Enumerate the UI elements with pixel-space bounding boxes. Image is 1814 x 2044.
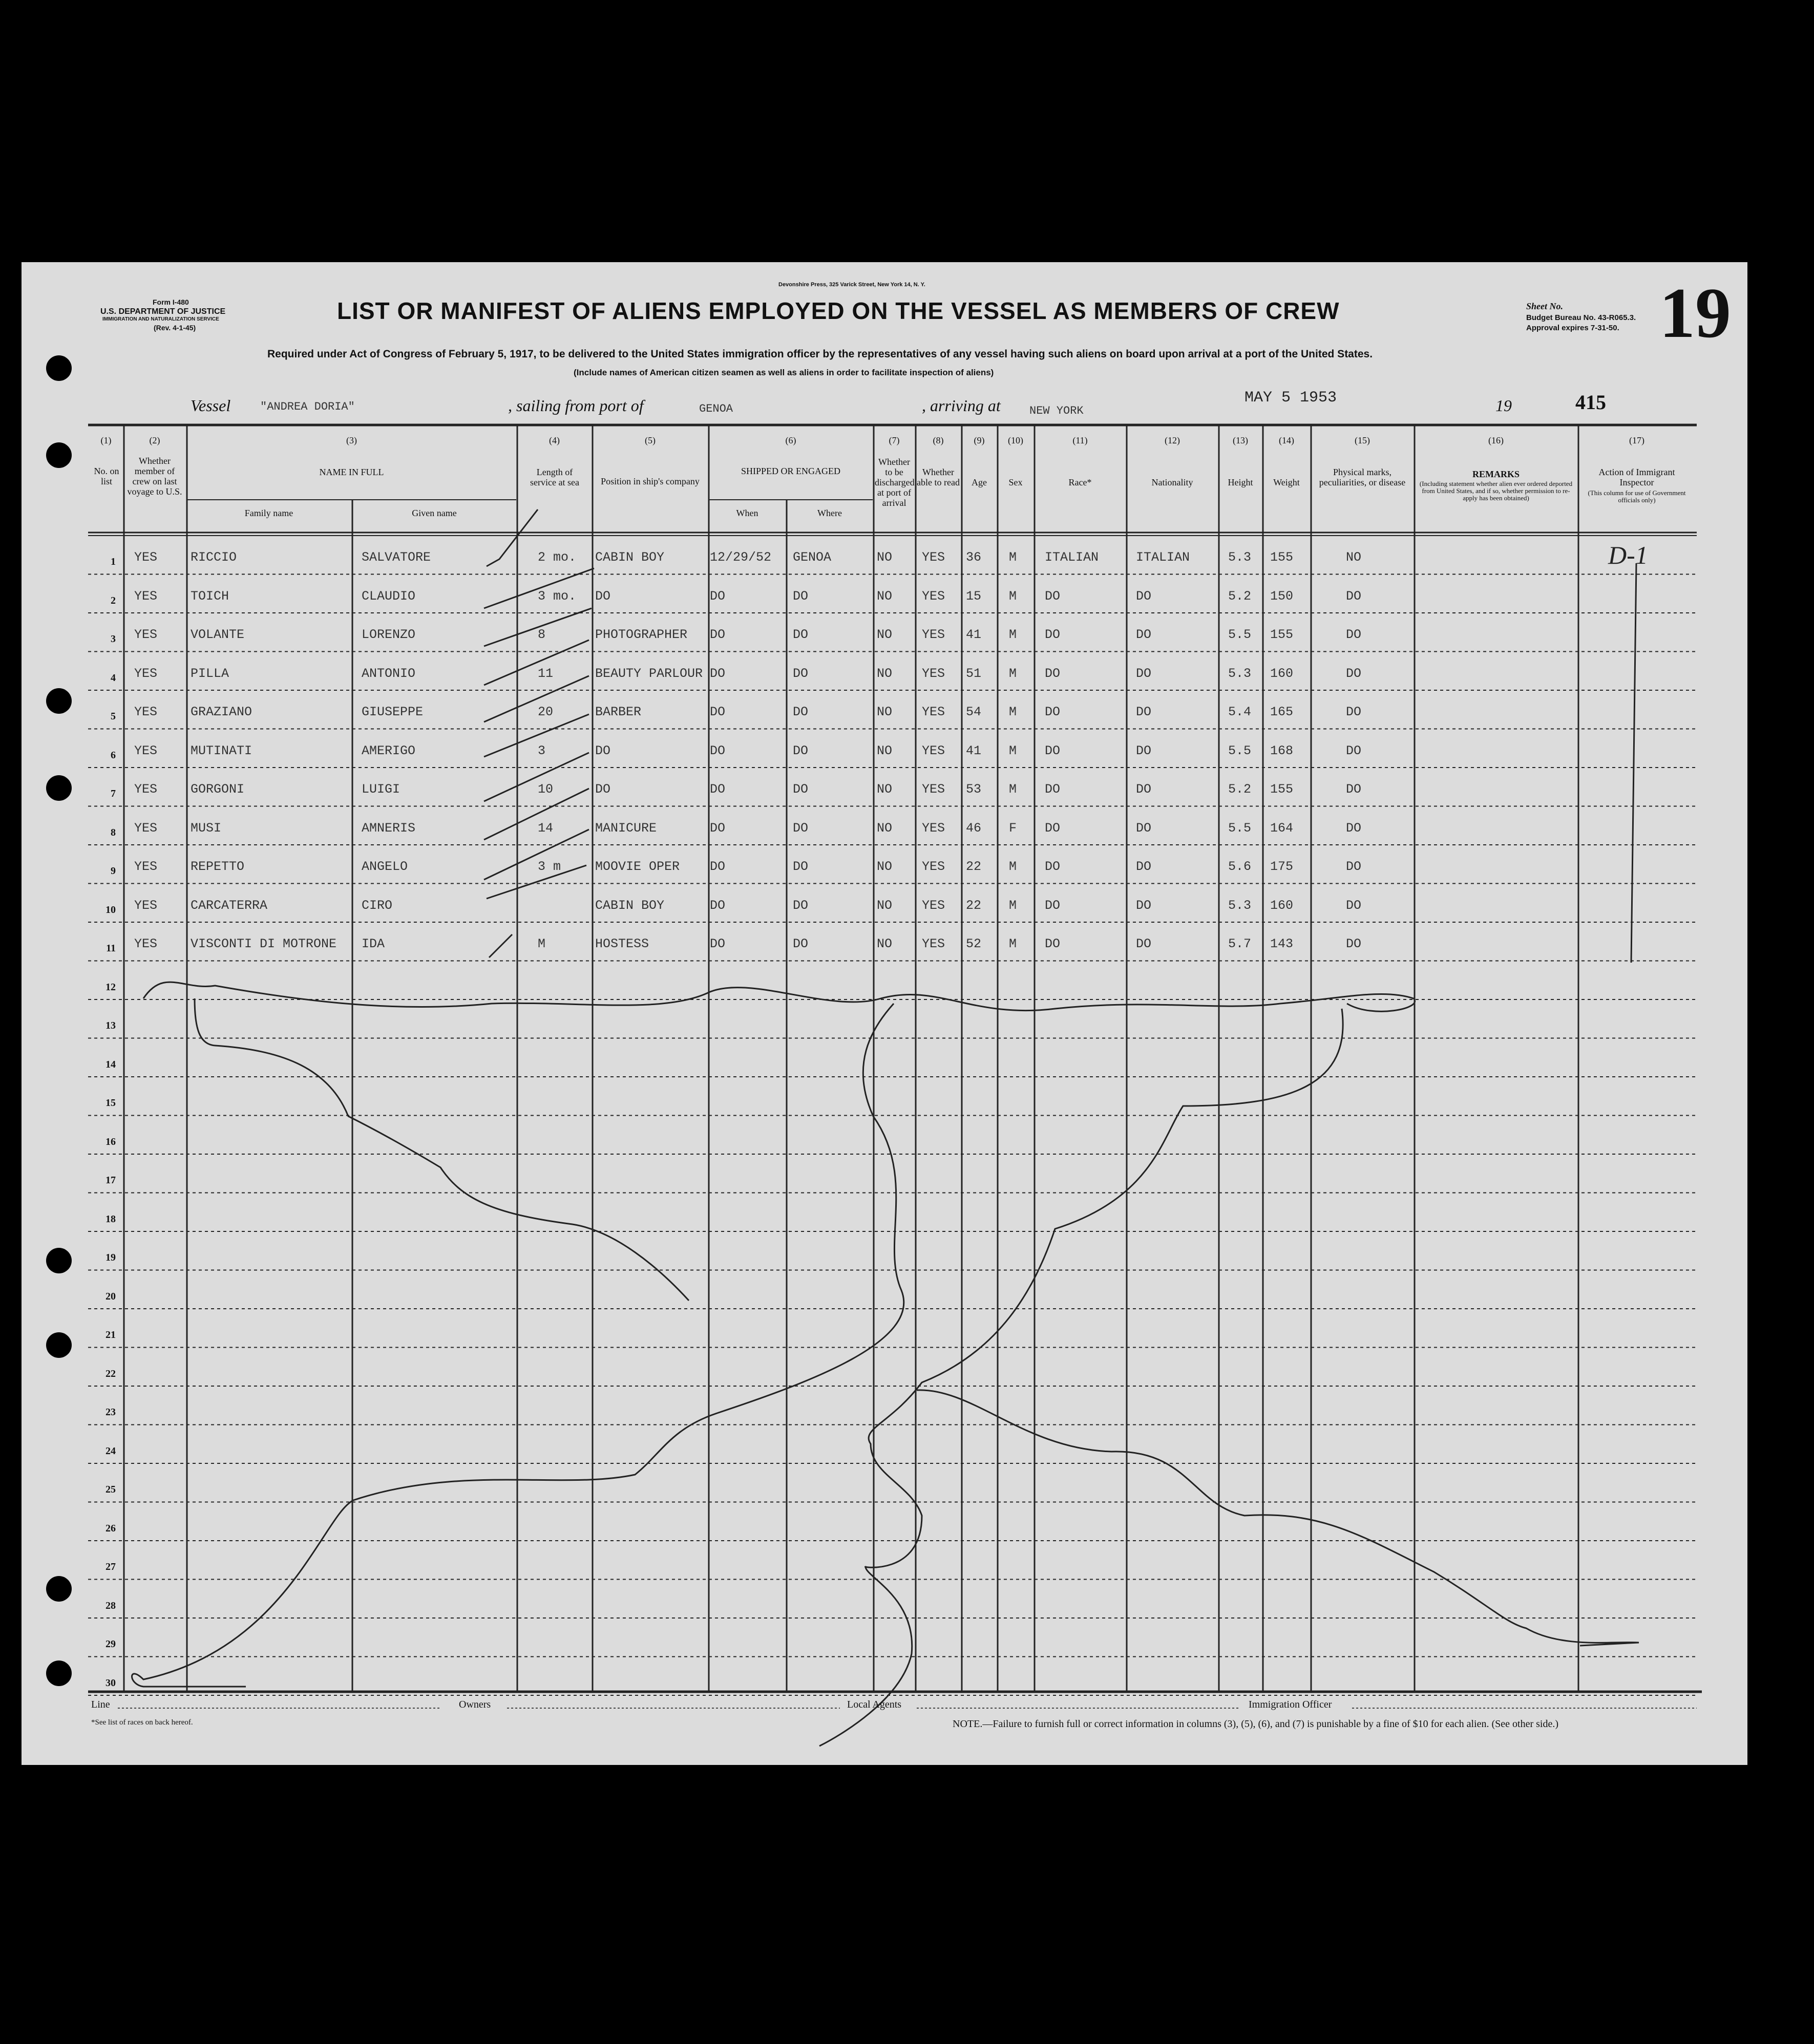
nationality: DO: [1136, 782, 1152, 797]
vessel-name: "ANDREA DORIA": [260, 400, 355, 413]
prev-voyage: YES: [134, 859, 158, 874]
position: BARBER: [595, 705, 642, 719]
age: 22: [966, 898, 982, 913]
col-13-label: Height: [1228, 477, 1253, 487]
age: 52: [966, 936, 982, 951]
shipped-when: DO: [710, 782, 726, 797]
length-of-service: 3: [538, 743, 546, 758]
col-3-given: Given name: [412, 508, 457, 518]
penalty-note: NOTE.—Failure to furnish full or correct information in columns (3), (5), (6), and (7) is punishable by a fine of $10 for each alien. (See other side.): [953, 1718, 1558, 1730]
row-number: 28: [106, 1600, 116, 1611]
race: DO: [1045, 743, 1061, 758]
prev-voyage: YES: [134, 627, 158, 642]
sailing-label: , sailing from port of: [508, 396, 644, 415]
col-3-family: Family name: [244, 508, 293, 518]
sex: M: [1009, 898, 1017, 913]
subtitle: Required under Act of Congress of February 5, 1917, to be delivered to the United States immigration officer by the representatives of any vessel having such aliens on board upon arrival at a port of the United States.: [267, 348, 1373, 360]
page-title: LIST OR MANIFEST OF ALIENS EMPLOYED ON THE VESSEL AS MEMBERS OF CREW: [337, 297, 1340, 324]
age: 15: [966, 588, 982, 604]
family-name: MUTINATI: [191, 743, 252, 758]
discharged: NO: [877, 666, 893, 681]
given-name: GIUSEPPE: [362, 705, 424, 719]
col-4-label: Length of service at sea: [530, 467, 579, 487]
col-6-where: Where: [817, 508, 842, 518]
given-name: AMNERIS: [362, 820, 416, 836]
race: DO: [1045, 820, 1061, 836]
row-number: 20: [106, 1290, 116, 1302]
length-of-service: 2 mo.: [538, 550, 577, 565]
weight: 160: [1270, 666, 1294, 681]
age: 53: [966, 782, 982, 797]
age: 41: [966, 627, 982, 642]
able-to-read: YES: [922, 550, 945, 565]
race: DO: [1045, 782, 1061, 797]
position: BEAUTY PARLOUR: [595, 666, 703, 681]
list-number: 415: [1575, 391, 1606, 414]
given-name: CIRO: [362, 898, 393, 913]
given-name: CLAUDIO: [362, 588, 416, 604]
nationality: ITALIAN: [1136, 550, 1190, 565]
col-16-label: REMARKS: [1472, 469, 1520, 479]
row-number: 22: [106, 1368, 116, 1379]
row-number: 29: [106, 1638, 116, 1650]
race: DO: [1045, 666, 1061, 681]
approval: Approval expires 7-31-50.: [1526, 324, 1619, 332]
able-to-read: YES: [922, 859, 945, 874]
race: DO: [1045, 588, 1061, 604]
prev-voyage: YES: [134, 705, 158, 719]
arrival-date: MAY 5 1953: [1245, 389, 1337, 407]
col-14-num: (14): [1279, 435, 1294, 445]
given-name: SALVATORE: [362, 550, 431, 565]
given-name: ANGELO: [362, 859, 408, 874]
nationality: DO: [1136, 898, 1152, 913]
age: 22: [966, 859, 982, 874]
weight: 155: [1270, 550, 1294, 565]
row-number: 9: [111, 865, 116, 877]
prev-voyage: YES: [134, 666, 158, 681]
shipped-where: DO: [793, 898, 809, 913]
family-name: REPETTO: [191, 859, 245, 874]
row-number: 18: [106, 1213, 116, 1225]
col-9-num: (9): [974, 435, 985, 445]
shipped-where: DO: [793, 743, 809, 758]
prev-voyage: YES: [134, 782, 158, 797]
col-16-note: (Including statement whether alien ever ordered deported from United States, and if so, whether permission to re-apply has been obtained): [1419, 480, 1573, 502]
family-name: GRAZIANO: [191, 705, 252, 719]
age: 36: [966, 550, 982, 565]
budget-bureau: Budget Bureau No. 43-R065.3.: [1526, 313, 1636, 322]
shipped-when: DO: [710, 705, 726, 719]
race: DO: [1045, 627, 1061, 642]
able-to-read: YES: [922, 666, 945, 681]
sheet-number: 19: [1659, 273, 1731, 353]
position: CABIN BOY: [595, 550, 665, 565]
row-number: 19: [106, 1252, 116, 1263]
discharged: NO: [877, 550, 893, 565]
family-name: VOLANTE: [191, 627, 245, 642]
nationality: DO: [1136, 627, 1152, 642]
physical-marks: DO: [1346, 820, 1362, 836]
shipped-where: DO: [793, 820, 809, 836]
length-of-service: 3 mo.: [538, 588, 577, 604]
row-number: 25: [106, 1484, 116, 1495]
footer-line: Line: [91, 1699, 110, 1710]
races-note: *See list of races on back hereof.: [91, 1718, 193, 1727]
inspector-mark: D-1: [1608, 541, 1648, 569]
col-7-label: Whether to be discharged at port of arrival: [875, 457, 915, 508]
sex: M: [1009, 666, 1017, 681]
col-15-label: Physical marks, peculiarities, or disease: [1319, 467, 1406, 487]
col-14-label: Weight: [1273, 477, 1300, 487]
nationality: DO: [1136, 859, 1152, 874]
shipped-when: DO: [710, 859, 726, 874]
sheet-label: Sheet No.: [1526, 301, 1563, 311]
prev-voyage: YES: [134, 588, 158, 604]
age: 51: [966, 666, 982, 681]
row-number: 30: [106, 1677, 116, 1689]
prev-voyage: YES: [134, 550, 158, 565]
col-17-note: (This column for use of Government officials only): [1588, 489, 1686, 504]
row-number: 11: [106, 943, 116, 954]
col-6-num: (6): [785, 435, 796, 445]
height: 5.3: [1228, 666, 1252, 681]
discharged: NO: [877, 782, 893, 797]
nationality: DO: [1136, 666, 1152, 681]
shipped-where: DO: [793, 627, 809, 642]
row-number: 1: [111, 556, 116, 567]
arrival-port: NEW YORK: [1029, 404, 1084, 417]
position: PHOTOGRAPHER: [595, 627, 688, 642]
discharged: NO: [877, 705, 893, 719]
race: ITALIAN: [1045, 550, 1099, 565]
col-5-num: (5): [645, 435, 656, 445]
physical-marks: DO: [1346, 588, 1362, 604]
nationality: DO: [1136, 743, 1152, 758]
physical-marks: DO: [1346, 705, 1362, 719]
col-8-num: (8): [933, 435, 944, 445]
discharged: NO: [877, 898, 893, 913]
row-number: 23: [106, 1407, 116, 1418]
col-10-label: Sex: [1008, 477, 1023, 487]
discharged: NO: [877, 743, 893, 758]
family-name: TOICH: [191, 588, 229, 604]
col-7-num: (7): [889, 435, 900, 445]
given-name: LUIGI: [362, 782, 400, 797]
physical-marks: NO: [1346, 550, 1362, 565]
weight: 155: [1270, 782, 1294, 797]
col-16-num: (16): [1488, 435, 1504, 445]
departure-port: GENOA: [699, 402, 733, 415]
col-8-label: Whether able to read: [917, 467, 960, 487]
col-10-num: (10): [1008, 435, 1023, 445]
sex: M: [1009, 588, 1017, 604]
height: 5.2: [1228, 782, 1252, 797]
discharged: NO: [877, 859, 893, 874]
row-number: 2: [111, 594, 116, 606]
race: DO: [1045, 936, 1061, 951]
position: CABIN BOY: [595, 898, 665, 913]
row-number: 7: [111, 788, 116, 799]
family-name: RICCIO: [191, 550, 237, 565]
family-name: MUSI: [191, 820, 222, 836]
able-to-read: YES: [922, 743, 945, 758]
discharged: NO: [877, 627, 893, 642]
shipped-where: DO: [793, 936, 809, 951]
row-number: 10: [106, 904, 116, 915]
height: 5.6: [1228, 859, 1252, 874]
race: DO: [1045, 898, 1061, 913]
col-13-num: (13): [1233, 435, 1248, 445]
prev-voyage: YES: [134, 743, 158, 758]
shipped-where: DO: [793, 859, 809, 874]
able-to-read: YES: [922, 820, 945, 836]
row-number: 4: [111, 672, 116, 684]
col-4-num: (4): [549, 435, 560, 445]
row-number: 16: [106, 1136, 116, 1147]
col-11-num: (11): [1072, 435, 1088, 445]
race: DO: [1045, 859, 1061, 874]
weight: 150: [1270, 588, 1294, 604]
form-number: Form I-480: [153, 298, 189, 306]
given-name: LORENZO: [362, 627, 416, 642]
shipped-when: DO: [710, 820, 726, 836]
height: 5.2: [1228, 588, 1252, 604]
prev-voyage: YES: [134, 936, 158, 951]
age: 41: [966, 743, 982, 758]
age: 46: [966, 820, 982, 836]
sex: F: [1009, 820, 1017, 836]
race: DO: [1045, 705, 1061, 719]
subtitle-note: (Include names of American citizen seamen as well as aliens in order to facilitate inspection of aliens): [574, 368, 994, 377]
sex: M: [1009, 743, 1017, 758]
row-number: 27: [106, 1561, 116, 1572]
height: 5.7: [1228, 936, 1252, 951]
sex: M: [1009, 936, 1017, 951]
discharged: NO: [877, 820, 893, 836]
row-number: 21: [106, 1329, 116, 1340]
col-12-label: Nationality: [1151, 477, 1193, 487]
height: 5.3: [1228, 550, 1252, 565]
sex: M: [1009, 782, 1017, 797]
revision: (Rev. 4-1-45): [154, 324, 196, 332]
position: MANICURE: [595, 820, 657, 836]
family-name: CARCATERRA: [191, 898, 268, 913]
height: 5.5: [1228, 820, 1252, 836]
vessel-label: Vessel: [191, 396, 231, 415]
height: 5.3: [1228, 898, 1252, 913]
row-number: 13: [106, 1020, 116, 1031]
service: IMMIGRATION AND NATURALIZATION SERVICE: [102, 316, 219, 322]
length-of-service: M: [538, 936, 546, 951]
shipped-when: DO: [710, 898, 726, 913]
row-number: 5: [111, 711, 116, 722]
weight: 160: [1270, 898, 1294, 913]
weight: 164: [1270, 820, 1294, 836]
prev-voyage: YES: [134, 820, 158, 836]
row-number: 12: [106, 981, 116, 993]
length-of-service: 3 m: [538, 859, 561, 874]
physical-marks: DO: [1346, 898, 1362, 913]
height: 5.5: [1228, 627, 1252, 642]
col-17-num: (17): [1629, 435, 1644, 445]
height: 5.5: [1228, 743, 1252, 758]
weight: 155: [1270, 627, 1294, 642]
given-name: AMERIGO: [362, 743, 416, 758]
given-name: IDA: [362, 936, 385, 951]
weight: 143: [1270, 936, 1294, 951]
col-6-label: SHIPPED OR ENGAGED: [741, 466, 840, 476]
col-9-label: Age: [972, 477, 987, 487]
shipped-when: DO: [710, 743, 726, 758]
physical-marks: DO: [1346, 743, 1362, 758]
shipped-where: DO: [793, 705, 809, 719]
length-of-service: 8: [538, 627, 546, 642]
length-of-service: 20: [538, 705, 554, 719]
shipped-when: 12/29/52: [710, 550, 772, 565]
weight: 175: [1270, 859, 1294, 874]
nationality: DO: [1136, 820, 1152, 836]
height: 5.4: [1228, 705, 1252, 719]
weight: 168: [1270, 743, 1294, 758]
nationality: DO: [1136, 588, 1152, 604]
weight: 165: [1270, 705, 1294, 719]
shipped-when: DO: [710, 666, 726, 681]
col-6-when: When: [736, 508, 758, 518]
shipped-when: DO: [710, 627, 726, 642]
discharged: NO: [877, 936, 893, 951]
prev-voyage: YES: [134, 898, 158, 913]
length-of-service: 11: [538, 666, 554, 681]
row-number: 3: [111, 633, 116, 645]
shipped-where: DO: [793, 782, 809, 797]
able-to-read: YES: [922, 705, 945, 719]
age: 54: [966, 705, 982, 719]
able-to-read: YES: [922, 627, 945, 642]
sex: M: [1009, 627, 1017, 642]
col-3-num: (3): [346, 435, 357, 445]
sex: M: [1009, 550, 1017, 565]
able-to-read: YES: [922, 898, 945, 913]
row-number: 17: [106, 1175, 116, 1186]
col-12-num: (12): [1165, 435, 1180, 445]
row-number: 15: [106, 1097, 116, 1109]
position: DO: [595, 743, 611, 758]
length-of-service: 10: [538, 782, 554, 797]
position: MOOVIE OPER: [595, 859, 680, 874]
row-number: 8: [111, 826, 116, 838]
footer-agents: Local Agents: [847, 1699, 902, 1710]
shipped-where: DO: [793, 666, 809, 681]
col-17-label: Action of Immigrant Inspector: [1598, 467, 1675, 487]
row-number: 24: [106, 1445, 116, 1457]
able-to-read: YES: [922, 782, 945, 797]
footer-owners: Owners: [459, 1699, 491, 1710]
nationality: DO: [1136, 936, 1152, 951]
col-2-label: Whether member of crew on last voyage to U.S.: [127, 456, 182, 497]
col-15-num: (15): [1355, 435, 1370, 445]
col-5-label: Position in ship's company: [601, 476, 700, 486]
printer-line: Devonshire Press, 325 Varick Street, New York 14, N. Y.: [778, 282, 925, 288]
physical-marks: DO: [1346, 666, 1362, 681]
shipped-when: DO: [710, 588, 726, 604]
position: HOSTESS: [595, 936, 649, 951]
col-1-num: (1): [100, 435, 112, 445]
position: DO: [595, 588, 611, 604]
row-number: 6: [111, 749, 116, 761]
shipped-where: GENOA: [793, 550, 832, 565]
col-3-label: NAME IN FULL: [319, 467, 384, 477]
row-number: 26: [106, 1522, 116, 1534]
sex: M: [1009, 705, 1017, 719]
sex: M: [1009, 859, 1017, 874]
nationality: DO: [1136, 705, 1152, 719]
col-11-label: Race*: [1068, 477, 1092, 487]
row-number: 14: [106, 1058, 116, 1070]
col-2-num: (2): [149, 435, 160, 445]
physical-marks: DO: [1346, 936, 1362, 951]
family-name: GORGONI: [191, 782, 245, 797]
physical-marks: DO: [1346, 859, 1362, 874]
department: U.S. DEPARTMENT OF JUSTICE: [100, 307, 226, 316]
length-of-service: 14: [538, 820, 554, 836]
given-name: ANTONIO: [362, 666, 416, 681]
family-name: VISCONTI DI MOTRONE: [191, 936, 337, 951]
physical-marks: DO: [1346, 782, 1362, 797]
physical-marks: DO: [1346, 627, 1362, 642]
family-name: PILLA: [191, 666, 229, 681]
shipped-where: DO: [793, 588, 809, 604]
position: DO: [595, 782, 611, 797]
footer-officer: Immigration Officer: [1249, 1699, 1332, 1710]
able-to-read: YES: [922, 936, 945, 951]
arriving-label: , arriving at: [922, 396, 1001, 415]
year-prefix: 19: [1495, 396, 1512, 415]
able-to-read: YES: [922, 588, 945, 604]
shipped-when: DO: [710, 936, 726, 951]
col-1-label: No. on list: [94, 466, 119, 486]
discharged: NO: [877, 588, 893, 604]
